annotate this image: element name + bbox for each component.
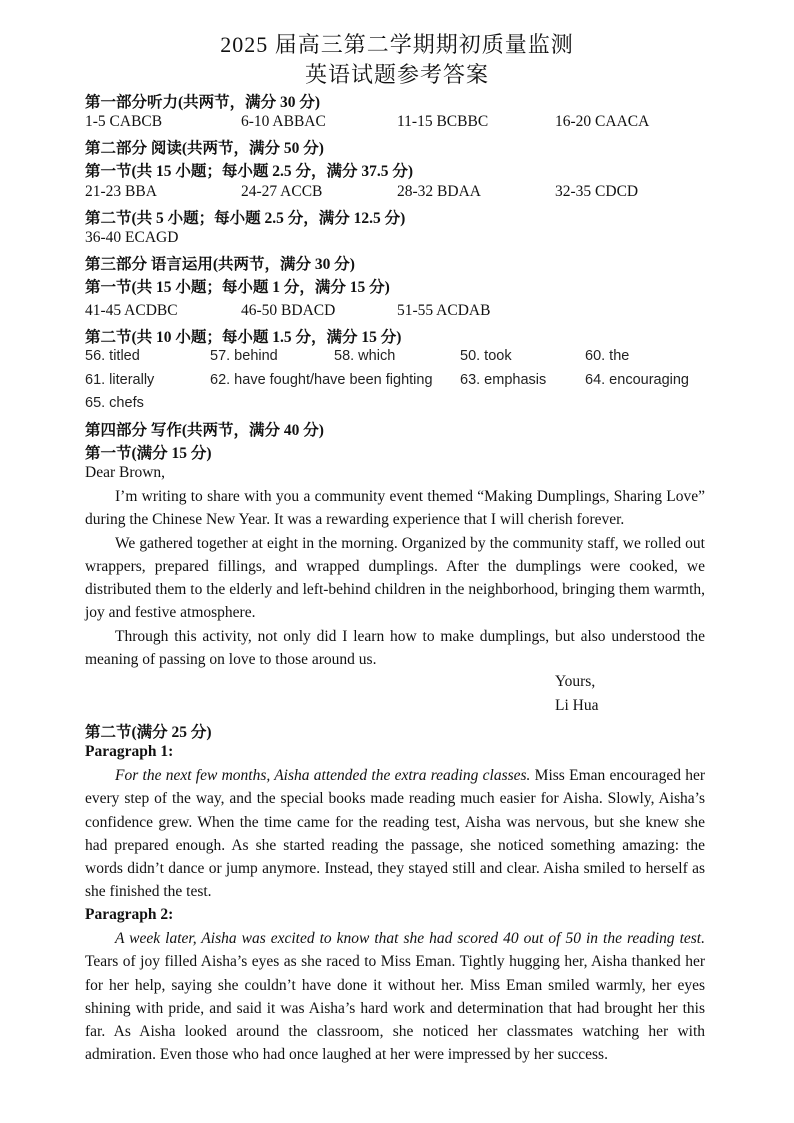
answer-group: 1-5 CABCB [85,113,163,130]
paragraph2-body: Tears of joy filled Aisha’s eyes as she raced to Miss Eman. Tightly hugging her, Aisha thanked her for her help, saying she couldn’t have done it without her. Miss Eman smiled warmly, her eyes shining with pride, and said it was Aisha’s hard work and determination that had brought her this far. As Aisha looked around the classroom, she noticed her classmates watching her with admiration. Even those who had once laughed at her were impressed by her success. [85,953,705,1064]
answer-group: 6-10 ABBAC [241,113,326,130]
letter-closing: Yours, [555,673,596,690]
letter-paragraph: Through this activity, not only did I learn how to make dumplings, but also understood the meaning of passing on love to those around us. [85,627,705,669]
part4-heading: 第四部分 写作(共两节，满分 40 分) [85,422,324,439]
paragraph1-label: Paragraph 1: [85,743,174,760]
paragraph1-lead: For the next few months, Aisha attended the extra reading classes. [115,767,531,784]
paragraph2-label: Paragraph 2: [85,906,174,923]
letter-signature: Li Hua [555,697,599,714]
part2-section1-heading: 第一节(共 15 小题；每小题 2.5 分，满分 37.5 分) [85,163,414,180]
part3-section1-heading: 第一节(共 15 小题；每小题 1 分，满分 15 分) [85,279,390,296]
fill-answer: 58. which [334,348,396,364]
fill-answer: 50. took [460,348,512,364]
answer-group: 24-27 ACCB [241,183,323,200]
document-title: 2025 届高三第二学期期初质量监测 [220,32,574,57]
answer-group: 28-32 BDAA [397,183,481,200]
answer-group: 41-45 ACDBC [85,302,178,319]
part1-heading: 第一部分听力(共两节，满分 30 分) [85,94,321,111]
document-subtitle: 英语试题参考答案 [304,62,489,87]
paragraph1-text [85,764,705,904]
answer-group: 21-23 BBA [85,183,157,200]
part3-heading: 第三部分 语言运用(共两节，满分 30 分) [85,256,355,273]
answer-group: 51-55 ACDAB [397,302,491,319]
paragraph2-lead: A week later, Aisha was excited to know that she had scored 40 out of 50 in the reading test. [115,930,705,947]
fill-answer: 60. the [585,348,630,364]
answer-group: 16-20 CAACA [555,113,650,130]
fill-answer: 57. behind [210,348,278,364]
letter-body [85,485,705,671]
part3-section2-heading: 第二节(共 10 小题；每小题 1.5 分，满分 15 分) [85,329,402,346]
paragraph1-body: Miss Eman encouraged her every step of the way, and the special books made reading much easier for Aisha. Slowly, Aisha’s confidence grew. When the time came for the reading test, Aisha was nervous, but she knew she had prepared enough. As she started reading the passage, she noticed something amazing: the words didn’t dance or jump anymore. Instead, they stayed still and clear. Aisha smiled to herself as she finished the test. [85,767,705,901]
answer-group: 32-35 CDCD [555,183,639,200]
fill-answer: 56. titled [85,348,140,364]
part4-section2-heading: 第二节(满分 25 分) [85,724,212,741]
part2-section2-answer: 36-40 ECAGD [85,229,179,246]
fill-answer: 64. encouraging [585,372,689,388]
fill-answer: 61. literally [85,372,155,388]
fill-answer: 65. chefs [85,395,144,411]
letter-paragraph: We gathered together at eight in the morning. Organized by the community staff, we rolled out wrappers, prepared fillings, and wrapped dumplings. After the dumplings were cooked, we distributed them to the elderly and left-behind children in the neighborhood, bringing them warmth, joy and festive atmosphere. [85,534,705,622]
paragraph2-text [85,927,705,1067]
part2-section2-heading: 第二节(共 5 小题；每小题 2.5 分，满分 12.5 分) [85,210,406,227]
answer-group: 46-50 BDACD [241,302,336,319]
part2-heading: 第二部分 阅读(共两节，满分 50 分) [85,140,324,157]
fill-answer: 62. have fought/have been fighting [210,372,433,388]
letter-paragraph: I’m writing to share with you a community event themed “Making Dumplings, Sharing Love” during the Chinese New Year. It was a rewarding experience that I will cherish forever. [85,488,705,529]
part4-section1-heading: 第一节(满分 15 分) [85,445,212,462]
answer-group: 11-15 BCBBC [397,113,489,130]
fill-answer: 63. emphasis [460,372,547,388]
letter-greeting: Dear Brown, [85,464,166,481]
